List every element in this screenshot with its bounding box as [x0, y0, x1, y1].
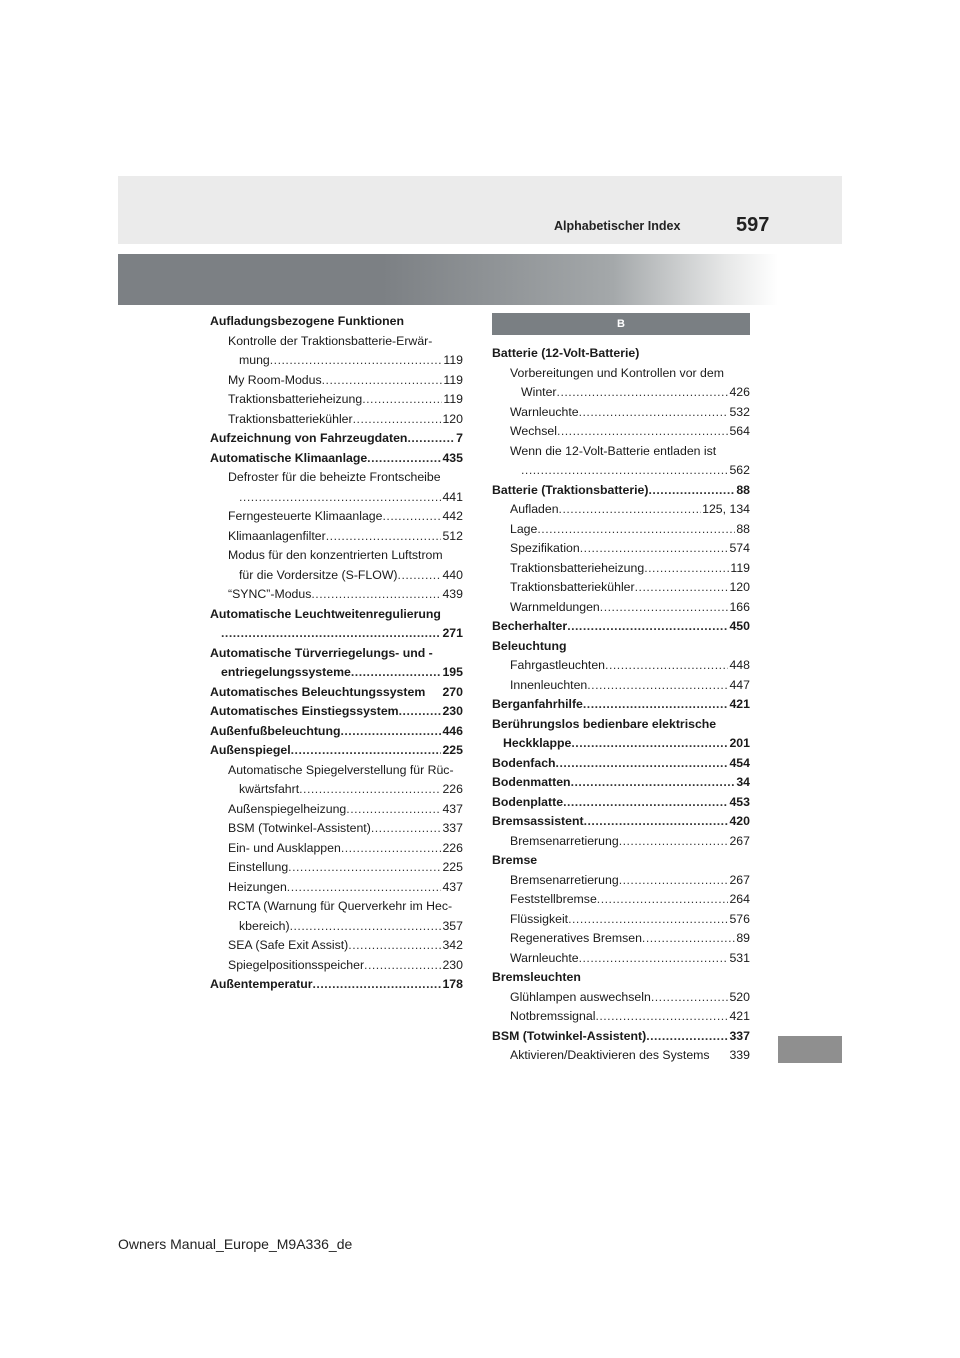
leader-dots — [649, 481, 736, 501]
leader-dots — [580, 539, 729, 559]
index-entry-text: Warnleuchte — [510, 404, 579, 419]
leader-dots — [557, 422, 729, 442]
index-page-ref: 125, 134 — [702, 502, 750, 516]
leader-dots — [353, 410, 442, 430]
leader-dots — [563, 793, 728, 813]
leader-dots — [291, 741, 442, 761]
index-page-ref: 450 — [729, 619, 750, 633]
index-page-ref: 574 — [729, 541, 750, 555]
index-entry — [210, 722, 463, 742]
index-entry-text: Flüssigkeit — [510, 911, 569, 926]
leader-dots — [568, 910, 728, 930]
index-entry-text: entriegelungssysteme — [221, 665, 351, 679]
index-page-ref: 339 — [729, 1048, 750, 1062]
index-entry-text: Ein- und Ausklappen — [228, 840, 341, 855]
leader-dots — [371, 819, 442, 839]
index-entry-text: Notbremssignal — [510, 1009, 596, 1023]
leader-dots — [635, 578, 729, 598]
leader-dots — [364, 956, 441, 976]
index-entry — [492, 695, 750, 715]
index-page-ref: 441 — [442, 489, 463, 504]
index-entry-text: Einstellung — [228, 860, 289, 874]
index-entry-text: Berührungslos bedienbare elektrische — [492, 716, 717, 731]
index-entry — [210, 800, 463, 820]
index-entry — [492, 929, 750, 949]
index-entry — [492, 812, 750, 832]
index-page-ref: 34 — [736, 775, 750, 789]
index-page-ref: 271 — [442, 626, 463, 640]
index-entry-text: Automatisches Beleuchtungssystem — [210, 684, 426, 699]
index-entry-text: BSM (Totwinkel-Assistent) — [492, 1028, 647, 1043]
index-entry-text: Modus für den konzentrierten Luftstrom — [228, 548, 443, 562]
index-entry-text: Traktionsbatteriekühler — [228, 411, 353, 426]
index-entry-text: Batterie (Traktionsbatterie) — [492, 482, 649, 497]
index-entry — [492, 968, 750, 988]
index-entry — [492, 1007, 750, 1027]
index-page-ref: 270 — [442, 684, 463, 699]
page-number: 597 — [736, 214, 770, 236]
index-entry — [492, 559, 750, 579]
index-entry-text: Spiegelpositionsspeicher — [228, 957, 365, 972]
leader-dots — [521, 461, 728, 481]
leader-dots — [221, 624, 441, 644]
leader-dots — [383, 507, 442, 527]
index-entry-text: Automatische Türverriegelungs- und - — [210, 645, 433, 660]
index-entry-text: Feststellbremse — [510, 892, 597, 906]
index-entry — [492, 617, 750, 637]
leader-dots — [239, 488, 441, 508]
index-entry — [492, 578, 750, 598]
index-page-ref: 440 — [442, 567, 463, 582]
index-entry — [210, 527, 463, 547]
index-entry-text: Außenspiegel — [210, 743, 291, 757]
index-entry-text: Aufzeichnung von Fahrzeugdaten — [210, 431, 408, 445]
leader-dots — [571, 773, 736, 793]
index-entry-text: Warnmeldungen — [510, 599, 600, 614]
index-entry — [210, 936, 463, 956]
leader-dots — [351, 663, 442, 683]
leader-dots — [322, 371, 443, 391]
index-entry — [492, 754, 750, 774]
index-entry — [210, 507, 463, 527]
index-page-ref: 119 — [443, 372, 463, 387]
index-page-ref: 437 — [442, 879, 463, 894]
leader-dots — [311, 585, 441, 605]
index-entry-text: mung — [239, 353, 270, 367]
index-entry — [210, 585, 463, 605]
index-entry — [492, 988, 750, 1008]
index-entry-text: Wechsel — [510, 424, 557, 438]
leader-dots — [287, 878, 442, 898]
index-entry-text: Traktionsbatterieheizung — [510, 560, 645, 575]
index-entry-text: Vorbereitungen und Kontrollen vor dem — [510, 365, 724, 380]
leader-dots — [559, 500, 702, 520]
index-page-ref: 119 — [443, 353, 463, 367]
index-entry-text: Bremsenarretierung — [510, 872, 619, 887]
index-entry-text: Batterie (12-Volt-Batterie) — [492, 346, 640, 360]
index-entry-text: Winter — [521, 385, 557, 399]
index-entry-text: Traktionsbatteriekühler — [510, 580, 635, 594]
index-entry-text: Bremsenarretierung — [510, 833, 619, 848]
index-entry — [210, 975, 463, 995]
leader-dots — [571, 734, 728, 754]
index-entry — [492, 656, 750, 676]
index-entry-text: Außentemperatur — [210, 977, 313, 991]
leader-dots — [587, 676, 728, 696]
index-entry — [210, 878, 463, 898]
index-entry-text: Bodenfach — [492, 755, 556, 770]
leader-dots — [299, 780, 441, 800]
leader-dots — [619, 832, 729, 852]
index-entry-text: Traktionsbatterieheizung — [228, 392, 363, 406]
index-entry — [492, 598, 750, 618]
index-entry — [492, 481, 750, 501]
index-entry — [210, 429, 463, 449]
index-entry — [492, 676, 750, 696]
index-entry-text: Außenfußbeleuchtung — [210, 723, 341, 738]
index-page-ref: 520 — [729, 989, 750, 1004]
index-entry — [210, 332, 463, 371]
index-page-ref: 88 — [736, 482, 750, 497]
index-entry-text: Ferngesteuerte Klimaanlage — [228, 509, 383, 523]
index-page-ref: 230 — [442, 704, 463, 718]
index-entry — [492, 715, 750, 754]
index-entry — [492, 851, 750, 871]
index-entry — [492, 539, 750, 559]
index-page-ref: 120 — [729, 580, 750, 594]
index-entry-text: kwärtsfahrt — [239, 782, 300, 796]
leader-dots — [346, 800, 441, 820]
index-entry — [492, 773, 750, 793]
index-entry-text: Aufladungsbezogene Funktionen — [210, 314, 405, 328]
index-entry-text: Berganfahrhilfe — [492, 697, 583, 711]
index-entry — [210, 644, 463, 683]
decorative-gray-bar — [118, 254, 778, 305]
leader-dots — [600, 598, 729, 618]
leader-dots — [644, 559, 729, 579]
index-page-ref: 225 — [442, 743, 463, 757]
index-entry — [492, 793, 750, 813]
index-entry — [492, 871, 750, 891]
section-thumb-tab — [778, 1036, 842, 1063]
leader-dots — [270, 351, 443, 371]
leader-dots — [537, 520, 735, 540]
index-entry-text: Kontrolle der Traktionsbatterie-Erwär- — [228, 333, 433, 348]
index-entry — [492, 403, 750, 423]
index-entry — [210, 605, 463, 644]
index-page-ref: 342 — [442, 938, 463, 952]
index-page-ref: 420 — [729, 814, 750, 828]
leader-dots — [340, 722, 441, 742]
leader-dots — [567, 617, 728, 637]
index-entry-text: Glühlampen auswechseln — [510, 989, 651, 1004]
index-page-ref: 532 — [729, 404, 750, 419]
index-entry — [492, 637, 750, 657]
index-page-ref: 201 — [729, 736, 750, 750]
index-entry — [210, 702, 463, 722]
index-page-ref: 337 — [729, 1028, 750, 1043]
index-entry — [492, 1027, 750, 1047]
index-entry — [210, 956, 463, 976]
index-entry — [492, 832, 750, 852]
leader-dots — [313, 975, 442, 995]
index-entry-text: Becherhalter — [492, 619, 568, 633]
leader-dots — [290, 917, 442, 937]
index-entry — [210, 761, 463, 800]
index-page-ref: 531 — [729, 950, 750, 965]
index-page-ref: 447 — [729, 677, 750, 692]
index-entry — [210, 546, 463, 585]
leader-dots — [579, 949, 729, 969]
index-entry — [492, 949, 750, 969]
index-page-ref: 230 — [442, 957, 463, 972]
leader-dots — [399, 702, 442, 722]
index-entry — [492, 422, 750, 442]
index-entry-text: Bremse — [492, 853, 538, 867]
index-page-ref: 454 — [729, 755, 750, 770]
index-entry — [210, 371, 463, 391]
leader-dots — [597, 890, 729, 910]
index-entry-text: Klimaanlagenfilter — [228, 528, 326, 543]
index-page-ref: 166 — [729, 599, 750, 614]
index-entry-text: BSM (Totwinkel-Assistent) — [228, 821, 371, 835]
index-page-ref: 576 — [729, 911, 750, 926]
index-page-ref: 226 — [442, 840, 463, 855]
index-entry — [492, 890, 750, 910]
leader-dots — [651, 988, 729, 1008]
index-page-ref: 337 — [442, 821, 463, 835]
leader-dots — [557, 383, 729, 403]
index-page-ref: 120 — [442, 411, 463, 426]
index-entry-text: Heizungen — [228, 879, 287, 894]
index-entry-text: Bodenplatte — [492, 794, 564, 809]
index-column-right — [492, 344, 750, 1066]
index-entry — [210, 897, 463, 936]
index-page-ref: 357 — [442, 918, 463, 933]
index-page-ref: 119 — [730, 560, 750, 575]
leader-dots — [407, 429, 455, 449]
leader-dots — [646, 1027, 728, 1047]
index-page-ref: 89 — [736, 931, 750, 945]
index-page-ref: 564 — [729, 424, 750, 438]
index-page-ref: 421 — [729, 697, 750, 711]
index-page-ref: 435 — [442, 450, 463, 465]
index-page-ref: 88 — [736, 521, 750, 536]
index-entry-text: Bremsleuchten — [492, 970, 581, 984]
index-entry — [210, 741, 463, 761]
index-entry-text: Wenn die 12-Volt-Batterie entladen ist — [510, 443, 717, 458]
leader-dots — [584, 812, 729, 832]
index-entry-text: Defroster für die beheizte Frontscheibe — [228, 470, 441, 484]
leader-dots — [348, 936, 441, 956]
index-entry-text: Aufladen — [510, 502, 559, 516]
leader-dots — [288, 858, 441, 878]
leader-dots — [326, 527, 442, 547]
index-entry-text: SEA (Safe Exit Assist) — [228, 938, 349, 952]
index-page-ref: 178 — [442, 977, 463, 991]
index-entry-text: RCTA (Warnung für Querverkehr im Hec- — [228, 899, 453, 913]
index-entry — [492, 910, 750, 930]
index-page-ref: 226 — [442, 782, 463, 796]
index-entry-text: Außenspiegelheizung — [228, 801, 347, 816]
leader-dots — [367, 449, 441, 469]
index-entry-text: Regeneratives Bremsen — [510, 931, 642, 945]
index-entry — [210, 839, 463, 859]
letter-header-b: B — [492, 313, 750, 335]
index-entry-text: Lage — [510, 521, 538, 536]
index-entry — [210, 468, 463, 507]
index-page-ref: 264 — [729, 892, 750, 906]
index-page-ref: 225 — [442, 860, 463, 874]
index-page-ref: 7 — [456, 431, 463, 445]
index-page-ref: 421 — [729, 1009, 750, 1023]
leader-dots — [398, 566, 442, 586]
leader-dots — [605, 656, 728, 676]
index-page-ref: 448 — [729, 658, 750, 672]
index-entry — [492, 520, 750, 540]
leader-dots — [642, 929, 735, 949]
leader-dots — [583, 695, 729, 715]
index-page-ref: 442 — [442, 509, 463, 523]
index-entry — [492, 442, 750, 481]
leader-dots — [619, 871, 729, 891]
index-entry — [492, 1046, 750, 1066]
index-entry — [492, 364, 750, 403]
index-entry-text: Spezifikation — [510, 541, 580, 555]
leader-dots — [341, 839, 442, 859]
index-page-ref: 437 — [442, 801, 463, 816]
index-page-ref: 267 — [729, 833, 750, 848]
leader-dots — [556, 754, 729, 774]
index-entry — [492, 500, 750, 520]
index-entry-text: Beleuchtung — [492, 638, 567, 653]
leader-dots — [362, 390, 442, 410]
index-entry — [210, 858, 463, 878]
index-entry-text: Fahrgastleuchten — [510, 658, 606, 672]
index-entry-text: Heckklappe — [503, 736, 572, 750]
index-entry-text: für die Vordersitze (S-FLOW) — [239, 567, 398, 582]
index-page-ref: 446 — [442, 723, 463, 738]
index-page-ref: 512 — [442, 528, 463, 543]
index-entry — [210, 683, 463, 703]
header-band — [118, 176, 842, 244]
index-entry-text: Bremsassistent — [492, 814, 584, 828]
index-page-ref: 119 — [443, 392, 463, 406]
index-entry — [492, 344, 750, 364]
index-entry — [210, 390, 463, 410]
index-entry-text: Automatisches Einstiegssystem — [210, 704, 399, 718]
leader-dots — [579, 403, 729, 423]
footer-document-id: Owners Manual_Europe_M9A336_de — [118, 1236, 353, 1252]
index-entry-text: Bodenmatten — [492, 775, 571, 789]
index-entry — [210, 819, 463, 839]
index-entry — [210, 410, 463, 430]
index-page-ref: 453 — [729, 794, 750, 809]
index-page-ref: 267 — [729, 872, 750, 887]
index-entry — [210, 449, 463, 469]
section-title: Alphabetischer Index — [554, 219, 681, 233]
index-entry-text: “SYNC”-Modus — [228, 587, 312, 601]
index-page-ref: 426 — [729, 385, 750, 399]
index-entry — [210, 312, 463, 332]
index-entry-text: Automatische Spiegelverstellung für Rüc- — [228, 762, 454, 777]
index-entry-text: Warnleuchte — [510, 950, 579, 965]
index-entry-text: Automatische Klimaanlage — [210, 450, 368, 465]
index-entry-text: Automatische Leuchtweitenregulierung — [210, 606, 441, 621]
index-entry-text: kbereich) — [239, 918, 290, 933]
index-entry-text: Innenleuchten — [510, 677, 588, 692]
index-entry-text: Aktivieren/Deaktivieren des Systems — [510, 1048, 710, 1062]
index-page-ref: 439 — [442, 587, 463, 601]
index-page-ref: 195 — [442, 665, 463, 679]
index-column-left — [210, 312, 463, 995]
index-page-ref: 562 — [729, 463, 750, 477]
leader-dots — [595, 1007, 728, 1027]
index-entry-text: My Room-Modus — [228, 372, 322, 387]
